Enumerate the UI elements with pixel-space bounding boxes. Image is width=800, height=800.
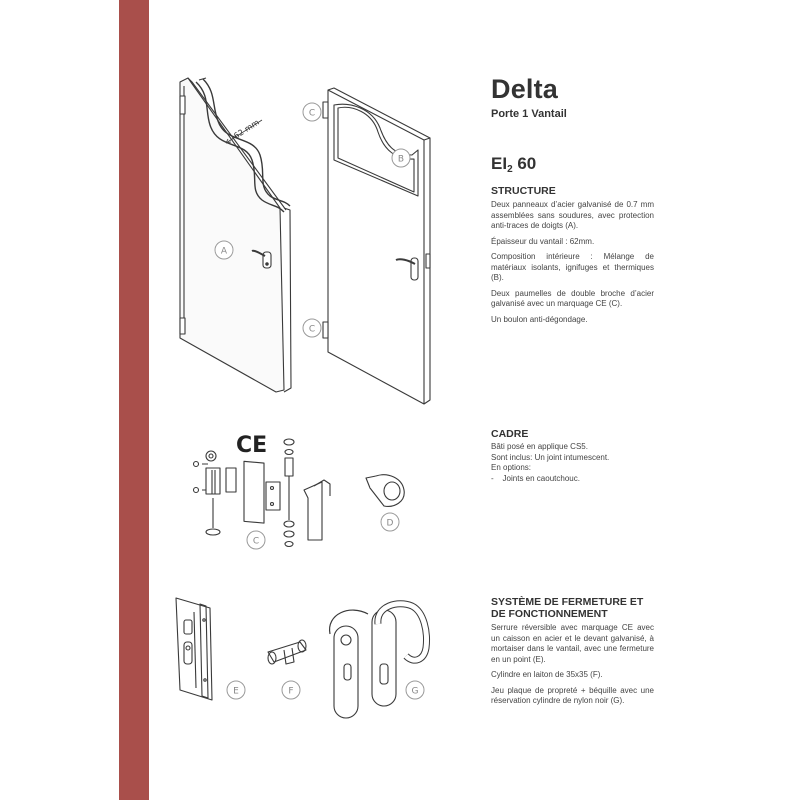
thickness-dimension-label: 62 mm [232, 117, 261, 141]
structure-paragraph: Un boulon anti-dégondage. [491, 314, 588, 324]
structure-paragraph: Épaisseur du vantail : 62mm. [491, 236, 595, 246]
euro-cylinder-icon [268, 640, 306, 664]
systeme-paragraph: Serrure réversible avec marquage CE avec un caisson en acier et le devant galvanisé, à mortaiser dans le vantail, avec une fermeture en un point (E). [491, 623, 654, 664]
systeme-paragraph: Cylindre en laiton de 35x35 (F). [491, 670, 603, 679]
cadre-line: Bâti posé en applique CS5. [491, 442, 588, 451]
structure-section [491, 185, 654, 330]
product-title: Delta [491, 74, 559, 104]
fire-rating-subscript: 2 [507, 164, 513, 175]
marker-f-label: F [288, 686, 294, 697]
marker-c1-label: C [308, 108, 316, 119]
systeme-paragraph: Jeu plaque de propreté + béquille avec une réservation cylindre de nylon noir (G). [491, 685, 654, 705]
structure-paragraph: Deux paumelles de double broche d’acier galvanisé avec un marquage CE (C). [491, 288, 654, 308]
marker-c3-label: C [252, 536, 260, 547]
systeme-section [491, 596, 654, 712]
structure-paragraph: Deux panneaux d’acier galvanisé de 0.7 mm assemblées sans soudures, avec protection anti-traces de doigts (A). [491, 200, 654, 230]
marker-b-label: B [397, 154, 405, 165]
lever-handle-icon [330, 604, 427, 718]
cadre-line: En options: [491, 463, 532, 472]
cadre-section [491, 428, 654, 484]
anti-lift-bolt-icon [366, 475, 404, 507]
door-cutaway-icon [180, 78, 291, 392]
mortise-lock-icon [176, 598, 212, 700]
door-front-icon [323, 88, 430, 404]
fire-rating-class: EI [491, 154, 508, 173]
marker-d-label: D [386, 518, 394, 529]
fire-rating-minutes: 60 [512, 154, 537, 173]
structure-paragraph: Composition intérieure : Mélange de matériaux isolants, ignifuges et thermiques (B). [491, 252, 654, 282]
cadre-heading: CADRE [491, 428, 529, 440]
marker-c2-label: C [308, 324, 316, 335]
systeme-heading-line2: DE FONCTIONNEMENT [491, 608, 608, 620]
fire-rating [491, 154, 654, 175]
ce-mark: CE [236, 433, 268, 458]
structure-heading: STRUCTURE [491, 185, 556, 197]
product-subtitle: Porte 1 Vantail [491, 108, 567, 120]
cadre-option: - Joints en caoutchouc. [491, 473, 580, 483]
marker-g-label: G [411, 686, 419, 697]
cadre-line: Sont inclus: Un joint intumescent. [491, 452, 610, 462]
systeme-heading-line1: SYSTÈME DE FERMETURE ET [491, 596, 644, 608]
marker-e-label: E [233, 686, 239, 697]
marker-a-label: A [220, 246, 228, 257]
